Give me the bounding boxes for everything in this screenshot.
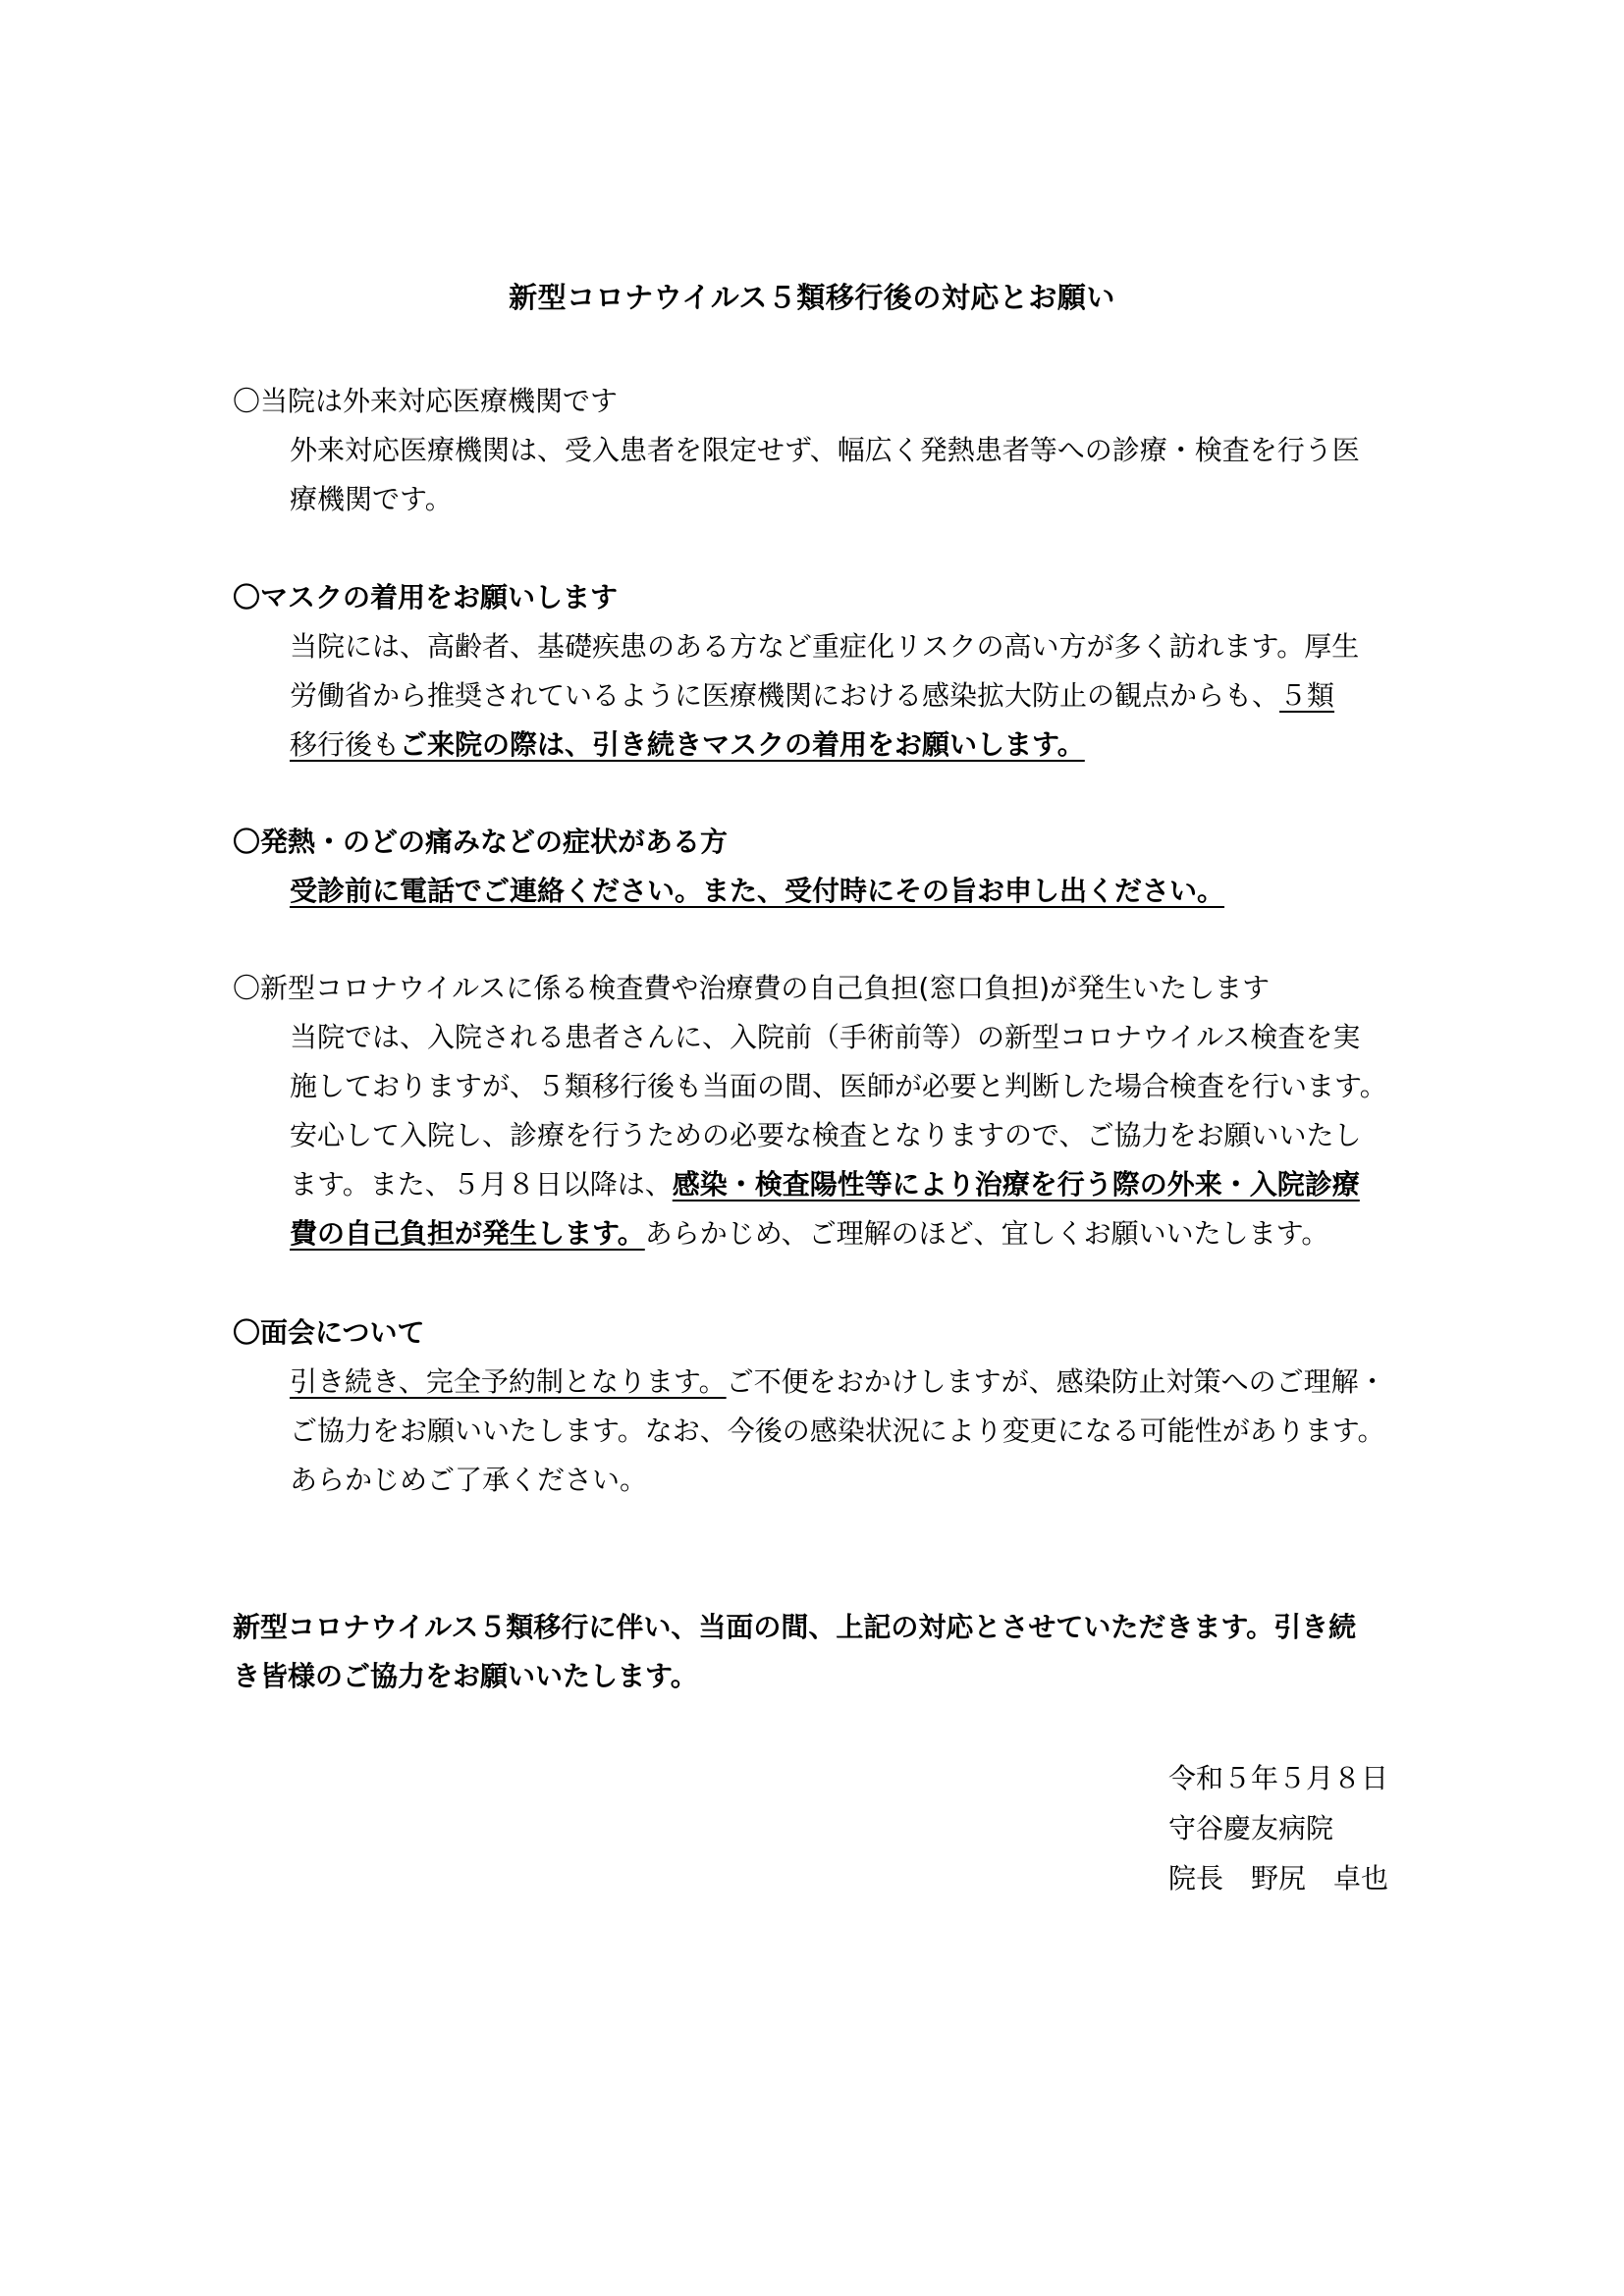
closing-statement: [233, 1602, 1411, 1700]
text-line: 外来対応医療機関は、受入患者を限定せず、幅広く発熱患者等への診療・検査を行う医: [290, 434, 1360, 466]
text-line: 施しておりますが、５類移行後も当面の間、医師が必要と判断した場合検査を行います。: [290, 1070, 1387, 1102]
emphasized-text: ご来院の際は、引き続きマスクの着用をお願いします。: [400, 728, 1085, 761]
hospital-name: 守谷慶友病院: [1168, 1812, 1334, 1844]
section-body: [233, 1358, 1404, 1505]
underlined-text: 引き続き、完全予約制となります。: [290, 1365, 727, 1398]
text-line: 引き続き、完全予約制となります。ご不便をおかけしますが、感染防止対策へのご理解・: [290, 1365, 1386, 1398]
date: 令和５年５月８日: [1168, 1762, 1389, 1794]
text-line: ご協力をお願いいたします。なお、今後の感染状況により変更になる可能性があります。: [290, 1415, 1385, 1447]
section-fever: [233, 818, 1411, 916]
page-title: 新型コロナウイルス５類移行後の対応とお願い: [509, 281, 1115, 314]
text-line: [290, 721, 1404, 770]
section-heading: 〇新型コロナウイルスに係る検査費や治療費の自己負担(窓口負担)が発生いたします: [233, 972, 1271, 1004]
underlined-text: 移行後も: [290, 728, 401, 761]
emphasized-text: 費の自己負担が発生します。: [290, 1217, 645, 1250]
text-line: 当院では、入院される患者さんに、入院前（手術前等）の新型コロナウイルス検査を実: [290, 1021, 1361, 1053]
section-body: [233, 622, 1404, 770]
section-outpatient: [233, 377, 1411, 524]
text-line: 費の自己負担が発生します。あらかじめ、ご理解のほど、宜しくお願いいたします。: [290, 1217, 1329, 1250]
section-body: [233, 1013, 1404, 1258]
section-body: [233, 867, 1404, 916]
underlined-text: ５類: [1279, 679, 1335, 712]
signature-block: [1168, 1753, 1388, 1903]
text-line: ます。また、５月８日以降は、感染・検査陽性等により治療を行う際の外来・入院診療: [290, 1168, 1360, 1201]
section-visits: [233, 1308, 1411, 1505]
text-line: 療機関です。: [290, 483, 453, 515]
text-line: あらかじめご了承ください。: [290, 1464, 648, 1496]
text-line: [290, 867, 1404, 916]
section-heading: 〇面会について: [233, 1316, 425, 1349]
text-line: 新型コロナウイルス５類移行に伴い、当面の間、上記の対応とさせていただきます。引き続: [233, 1611, 1357, 1643]
section-mask: [233, 573, 1411, 770]
section-cost: [233, 964, 1411, 1258]
emphasized-text: 感染・検査陽性等により治療を行う際の外来・入院診療: [672, 1168, 1360, 1201]
section-body: [233, 426, 1404, 524]
section-heading: 〇当院は外来対応医療機関です: [233, 385, 619, 417]
director-name: 院長 野尻 卓也: [1168, 1862, 1389, 1895]
text-line: 労働省から推奨されているように医療機関における感染拡大防止の観点からも、５類: [290, 679, 1335, 712]
section-heading: 〇マスクの着用をお願いします: [233, 581, 619, 614]
text-line: 安心して入院し、診療を行うための必要な検査となりますので、ご協力をお願いいたし: [290, 1119, 1362, 1151]
text-line: 当院には、高齢者、基礎疾患のある方など重症化リスクの高い方が多く訪れます。厚生: [290, 630, 1360, 663]
text-line: き皆様のご協力をお願いいたします。: [233, 1660, 698, 1692]
emphasized-text: 受診前に電話でご連絡ください。また、受付時にその旨お申し出ください。: [290, 875, 1225, 907]
section-heading: 〇発熱・のどの痛みなどの症状がある方: [233, 826, 729, 858]
